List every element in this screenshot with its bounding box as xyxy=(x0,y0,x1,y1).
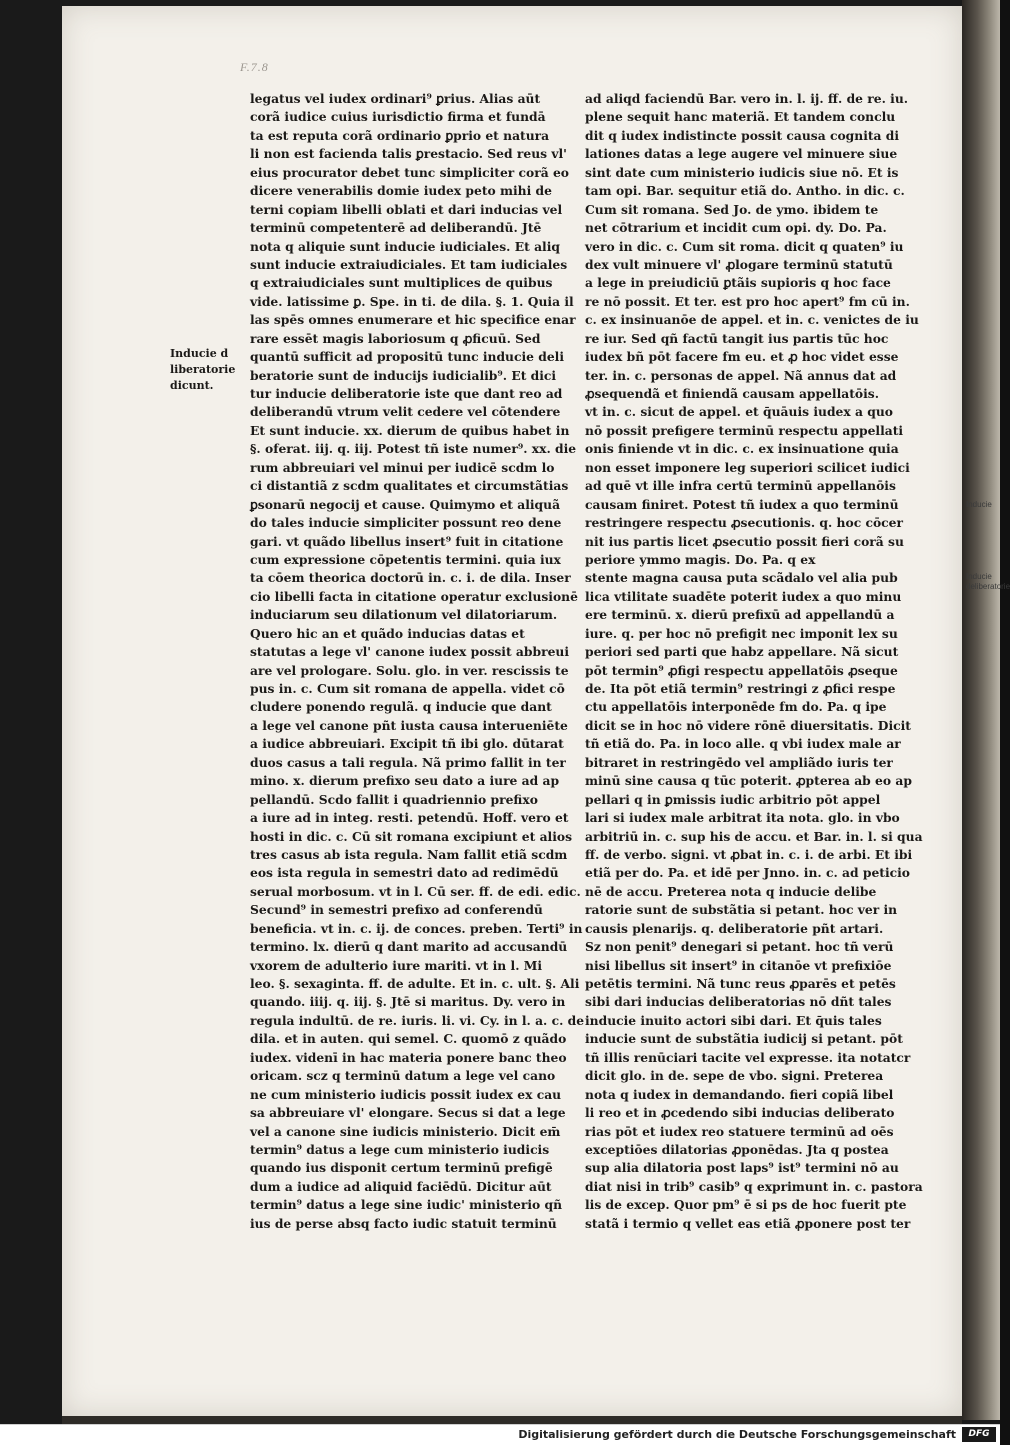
text-line: sint date cum ministerio iudicis siue nō. Et is xyxy=(585,164,899,180)
text-line: ad aliqd faciendū Bar. vero in. l. ij. ff. de re. iu. xyxy=(585,91,909,106)
book-binding-edge xyxy=(962,0,1010,1420)
text-line: li non est facienda talis ꝑrestacio. Sed reus vl' xyxy=(250,146,567,162)
footer-bar xyxy=(0,1424,1000,1445)
text-line: are vel prologare. Solu. glo. in ver. rescissis te xyxy=(250,662,569,678)
text-line: cio libelli facta in citatione operatur exclusionē xyxy=(250,588,578,604)
text-line: causam finiret. Potest tñ iudex a quo terminū xyxy=(585,496,899,512)
text-line: dila. et in auten. qui semel. C. quomō z quãdo xyxy=(250,1031,567,1047)
text-line: dicit glo. in de. sepe de vbo. signi. Preterea xyxy=(585,1068,884,1084)
text-line: sa abbreuiare vl' elongare. Secus si dat a lege xyxy=(250,1105,566,1121)
text-line: nō possit prefigere terminū respectu appellati xyxy=(585,422,904,438)
text-line: pōt termin⁹ ꝓfigi respectu appellatōis ꝓseque xyxy=(585,662,898,678)
text-line: rare essēt magis laboriosum q ꝓficuū. Sed xyxy=(250,330,541,346)
text-line: termin⁹ datus a lege sine iudic' ministerio qñ xyxy=(250,1197,563,1213)
text-line: lari si iudex male arbitrat ita nota. glo. in vbo xyxy=(585,810,900,826)
text-line: quantū sufficit ad propositū tunc inducie deli xyxy=(250,349,565,365)
text-line: re iur. Sed qñ factū tangit ius partis tūc hoc xyxy=(585,330,889,346)
marginal-note-line: dicunt. xyxy=(170,379,214,392)
text-line: dex vult minuere vl' ꝓlogare terminū statutū xyxy=(585,256,893,272)
text-line: net cōtrarium et incidit cum opi. dy. Do. Pa. xyxy=(585,220,887,236)
text-line: dicit se in hoc nō videre rōnē diuersitatis. Dicit xyxy=(585,717,911,733)
text-line: a iudice abbreuiari. Excipit tñ ibi glo. dūtarat xyxy=(250,736,564,752)
text-line: ff. de verbo. signi. vt ꝓbat in. c. i. de arbi. Et ibi xyxy=(585,846,913,862)
text-line: vxorem de adulterio iure mariti. vt in l. Mi xyxy=(250,957,543,973)
text-line: terni copiam libelli oblati et dari inducias vel xyxy=(250,201,563,217)
text-line: causis plenarijs. q. deliberatorie pñt artari. xyxy=(585,920,884,936)
marginal-note xyxy=(170,346,246,394)
marginal-note-line: liberatorie xyxy=(170,363,236,376)
text-line: inducie sunt de substãtia iudicij si petant. pōt xyxy=(585,1031,903,1047)
text-line: onis finiende vt in dic. c. ex insinuatione quia xyxy=(585,441,899,457)
text-line: statã i termio q vellet eas etiã ꝓponere post ter xyxy=(585,1215,911,1231)
text-line: iure. q. per hoc nō prefigit nec imponit lex su xyxy=(585,625,898,641)
text-line: corã iudice cuius iurisdictio firma et fundā xyxy=(250,109,546,125)
text-line: induciarum seu dilationum vel dilatoriarum. xyxy=(250,607,558,623)
text-line: iudex bñ pōt facere fm eu. et ꝓ hoc videt esse xyxy=(585,349,899,365)
dfg-logo: DFG xyxy=(962,1427,996,1442)
text-line: tam opi. Bar. sequitur etiã do. Antho. in dic. c. xyxy=(585,183,905,199)
text-line: ci distantiã z scdm qualitates et circumstãtias xyxy=(250,478,569,494)
text-line: rias pōt et iudex reo statuere terminū ad oēs xyxy=(585,1123,894,1139)
text-line: mino. x. dierum prefixo seu dato a iure ad ap xyxy=(250,773,560,789)
text-line: pellandū. Scdo fallit i quadriennio prefixo xyxy=(250,791,538,807)
neighbour-page-text: Inducie xyxy=(966,500,992,509)
text-line: vel a canone sine iudicis ministerio. Dicit em̄ xyxy=(250,1123,561,1139)
text-line: gari. vt quãdo libellus insert⁹ fuit in citatione xyxy=(250,533,564,549)
text-line: §. oferat. iij. q. iij. Potest tñ iste numer⁹. xx. die xyxy=(250,441,577,457)
text-line: duos casus a tali regula. Nã primo fallit in ter xyxy=(250,754,566,770)
text-line: de. Ita pōt etiã termin⁹ restringi z ꝓfici respe xyxy=(585,681,896,696)
text-line: las spēs omnes enumerare et hic specifice enar xyxy=(250,312,576,328)
text-line: ꝑsonarū negocij et cause. Quimymo et aliquã xyxy=(250,496,561,512)
text-line: quando. iiij. q. iij. §. Jtē si maritus. Dy. vero in xyxy=(250,994,566,1010)
text-line: termino. lx. dierū q dant marito ad accusandū xyxy=(250,939,568,955)
text-line: ratorie sunt de substãtia si petant. hoc ver in xyxy=(585,902,898,918)
text-line: hosti in dic. c. Cū sit romana excipiunt et alios xyxy=(250,828,573,844)
text-column-right xyxy=(585,90,923,1233)
text-line: lis de excep. Quor pm⁹ ē si ps de hoc fuerit pte xyxy=(585,1197,907,1213)
text-line: rum abbreuiari vel minui per iudicē scdm lo xyxy=(250,459,555,475)
text-line: minū sine causa q tūc poterit. ꝓpterea ab eo ap xyxy=(585,773,912,789)
text-line: iudex. videnī in hac materia ponere banc theo xyxy=(250,1049,567,1065)
text-line: ere terminū. x. dierū prefixū ad appellandū a xyxy=(585,607,895,623)
text-line: re nō possit. Et ter. est pro hoc apert⁹ fm cū in. xyxy=(585,293,910,309)
text-line: Sz non penit⁹ denegari si petant. hoc tñ verū xyxy=(585,939,894,955)
text-line: ne cum ministerio iudicis possit iudex ex cau xyxy=(250,1086,562,1102)
text-line: stente magna causa puta scãdalo vel alia pub xyxy=(585,570,898,586)
text-line: ctu appellatōis interponēde fm do. Pa. q ipe xyxy=(585,699,887,715)
text-line: sup alia dilatoria post laps⁹ ist⁹ termini nō au xyxy=(585,1160,899,1176)
text-line: dit q iudex indistincte possit causa cognita di xyxy=(585,127,900,143)
text-column-left xyxy=(250,90,585,1233)
folio-note: F.7.8 xyxy=(240,60,269,74)
text-line: lica vtilitate suadēte poterit iudex a quo minu xyxy=(585,588,902,604)
text-line: vero in dic. c. Cum sit roma. dicit q quaten⁹ iu xyxy=(585,238,904,254)
page-bottom-edge xyxy=(62,1416,962,1424)
text-line: arbitriū in. c. sup his de accu. et Bar. in. l. si qua xyxy=(585,828,923,844)
text-line: petētis termini. Nã tunc reus ꝓparēs et petēs xyxy=(585,976,896,991)
text-line: Secund⁹ in semestri prefixo ad conferendū xyxy=(250,902,543,918)
neighbour-page-text: Inducie deliberatorie xyxy=(966,572,1010,591)
text-line: statutas a lege vl' canone iudex possit abbreui xyxy=(250,644,569,660)
text-line: pus in. c. Cum sit romana de appella. videt cō xyxy=(250,681,565,696)
text-line: tres casus ab ista regula. Nam fallit etiã scdm xyxy=(250,846,568,862)
text-line: pellari q in ꝑmissis iudic arbitrio pōt appel xyxy=(585,791,881,807)
text-line: deliberandū vtrum velit cedere vel cōtendere xyxy=(250,404,561,420)
text-line: cum expressione cōpetentis termini. quia iux xyxy=(250,551,561,567)
text-line: dum a iudice ad aliquid faciēdū. Dicitur aūt xyxy=(250,1178,552,1194)
text-line: nota q aliquie sunt inducie iudiciales. Et aliq xyxy=(250,238,560,254)
text-line: tur inducie deliberatorie iste que dant reo ad xyxy=(250,386,563,401)
text-line: serual morbosum. vt in l. Cū ser. ff. de edi. edic. xyxy=(250,883,581,899)
text-line: tñ etiã do. Pa. in loco alle. q vbi iudex male ar xyxy=(585,736,901,752)
text-line: a iure ad in integ. resti. petendū. Hoff. vero et xyxy=(250,810,569,826)
text-line: exceptiōes dilatorias ꝓponēdas. Jta q postea xyxy=(585,1141,889,1157)
text-line: ius de perse absq facto iudic statuit terminū xyxy=(250,1215,557,1231)
text-line: ꝓsequendã et finiendã causam appellatōis. xyxy=(585,386,880,401)
text-line: bitraret in restringēdo vel ampliãdo iuris ter xyxy=(585,754,893,770)
text-line: quando ius disponit certum terminū prefigē xyxy=(250,1160,553,1176)
footer-credit: Digitalisierung gefördert durch die Deutsche Forschungsgemeinschaft xyxy=(518,1428,956,1441)
text-line: nota q iudex in demandando. fieri copiã libel xyxy=(585,1086,894,1102)
text-line: ta cōem theorica doctorū in. c. i. de dila. Inser xyxy=(250,570,571,586)
text-line: dicere venerabilis domie iudex peto mihi de xyxy=(250,183,552,199)
text-line: do tales inducie simpliciter possunt reo dene xyxy=(250,515,562,531)
text-line: nē de accu. Preterea nota q inducie delibe xyxy=(585,883,877,899)
text-line: eos ista regula in semestri dato ad redimēdū xyxy=(250,865,559,881)
text-line: ad quē vt ille infra certū terminū appellanōis xyxy=(585,478,896,494)
text-line: q extraiudiciales sunt multiplices de quibus xyxy=(250,275,553,291)
text-line: lationes datas a lege augere vel minuere siue xyxy=(585,146,898,162)
text-line: legatus vel iudex ordinari⁹ ꝑrius. Alias aūt xyxy=(250,91,541,106)
text-line: li reo et in ꝓcedendo sibi inducias deliberato xyxy=(585,1105,895,1121)
text-line: a lege in preiudiciū ꝑtãis supioris q hoc face xyxy=(585,275,891,291)
text-line: periore ymmo magis. Do. Pa. q ex xyxy=(585,551,816,567)
text-line: etiã per do. Pa. et idē per Jnno. in. c. ad peticio xyxy=(585,865,910,881)
text-line: vt in. c. sicut de appel. et q̄uāuis iudex a quo xyxy=(585,404,893,420)
text-line: regula indultū. de re. iuris. li. vi. Cy. in l. a. c. de xyxy=(250,1012,585,1028)
text-line: beratorie sunt de inducijs iudicialib⁹. Et dici xyxy=(250,367,557,383)
text-line: non esset imponere leg superiori scilicet iudici xyxy=(585,459,910,475)
text-line: c. ex insinuanōe de appel. et in. c. venictes de iu xyxy=(585,312,919,328)
text-line: termin⁹ datus a lege cum ministerio iudicis xyxy=(250,1141,550,1157)
text-line: terminū competenterē ad deliberandū. Jtē xyxy=(250,220,542,236)
text-line: leo. §. sexaginta. ff. de adulte. Et in. c. ult. §. Ali xyxy=(250,976,580,991)
text-line: Cum sit romana. Sed Jo. de ymo. ibidem te xyxy=(585,201,879,217)
text-line: Et sunt inducie. xx. dierum de quibus habet in xyxy=(250,422,570,438)
text-line: nit ius partis licet ꝓsecutio possit fieri corã su xyxy=(585,533,904,549)
text-line: sunt inducie extraiudiciales. Et tam iudiciales xyxy=(250,256,568,272)
text-line: ter. in. c. personas de appel. Nã annus dat ad xyxy=(585,367,897,383)
text-line: beneficia. vt in. c. ij. de conces. preben. Terti⁹ in xyxy=(250,920,583,936)
text-line: vide. latissime ꝑ. Spe. in ti. de dila. §. 1. Quia il xyxy=(250,293,574,309)
text-line: inducie inuito actori sibi dari. Et q̄uis tales xyxy=(585,1012,882,1028)
text-line: a lege vel canone pñt iusta causa interueniēte xyxy=(250,717,568,733)
text-line: tñ illis renūciari tacite vel expresse. ita notatcr xyxy=(585,1049,911,1065)
text-line: diat nisi in trib⁹ casib⁹ q exprimunt in. c. pastora xyxy=(585,1178,923,1194)
text-line: eius procurator debet tunc simpliciter corã eo xyxy=(250,164,569,180)
text-line: cludere ponendo regulã. q inducie que dant xyxy=(250,699,552,715)
text-line: Quero hic an et quãdo inducias datas et xyxy=(250,625,525,641)
marginal-note-line: Inducie d xyxy=(170,347,229,360)
text-line: nisi libellus sit insert⁹ in citanōe vt prefixiōe xyxy=(585,957,892,973)
text-line: periori sed parti que habz appellare. Nã sicut xyxy=(585,644,899,660)
text-line: plene sequit hanc materiã. Et tandem conclu xyxy=(585,109,896,125)
text-line: restringere respectu ꝓsecutionis. q. hoc cōcer xyxy=(585,515,903,531)
text-line: oricam. scz q terminū datum a lege vel cano xyxy=(250,1068,556,1084)
text-line: sibi dari inducias deliberatorias nō dñt tales xyxy=(585,994,892,1010)
text-line: ta est reputa corã ordinario ꝑprio et natura xyxy=(250,127,550,143)
